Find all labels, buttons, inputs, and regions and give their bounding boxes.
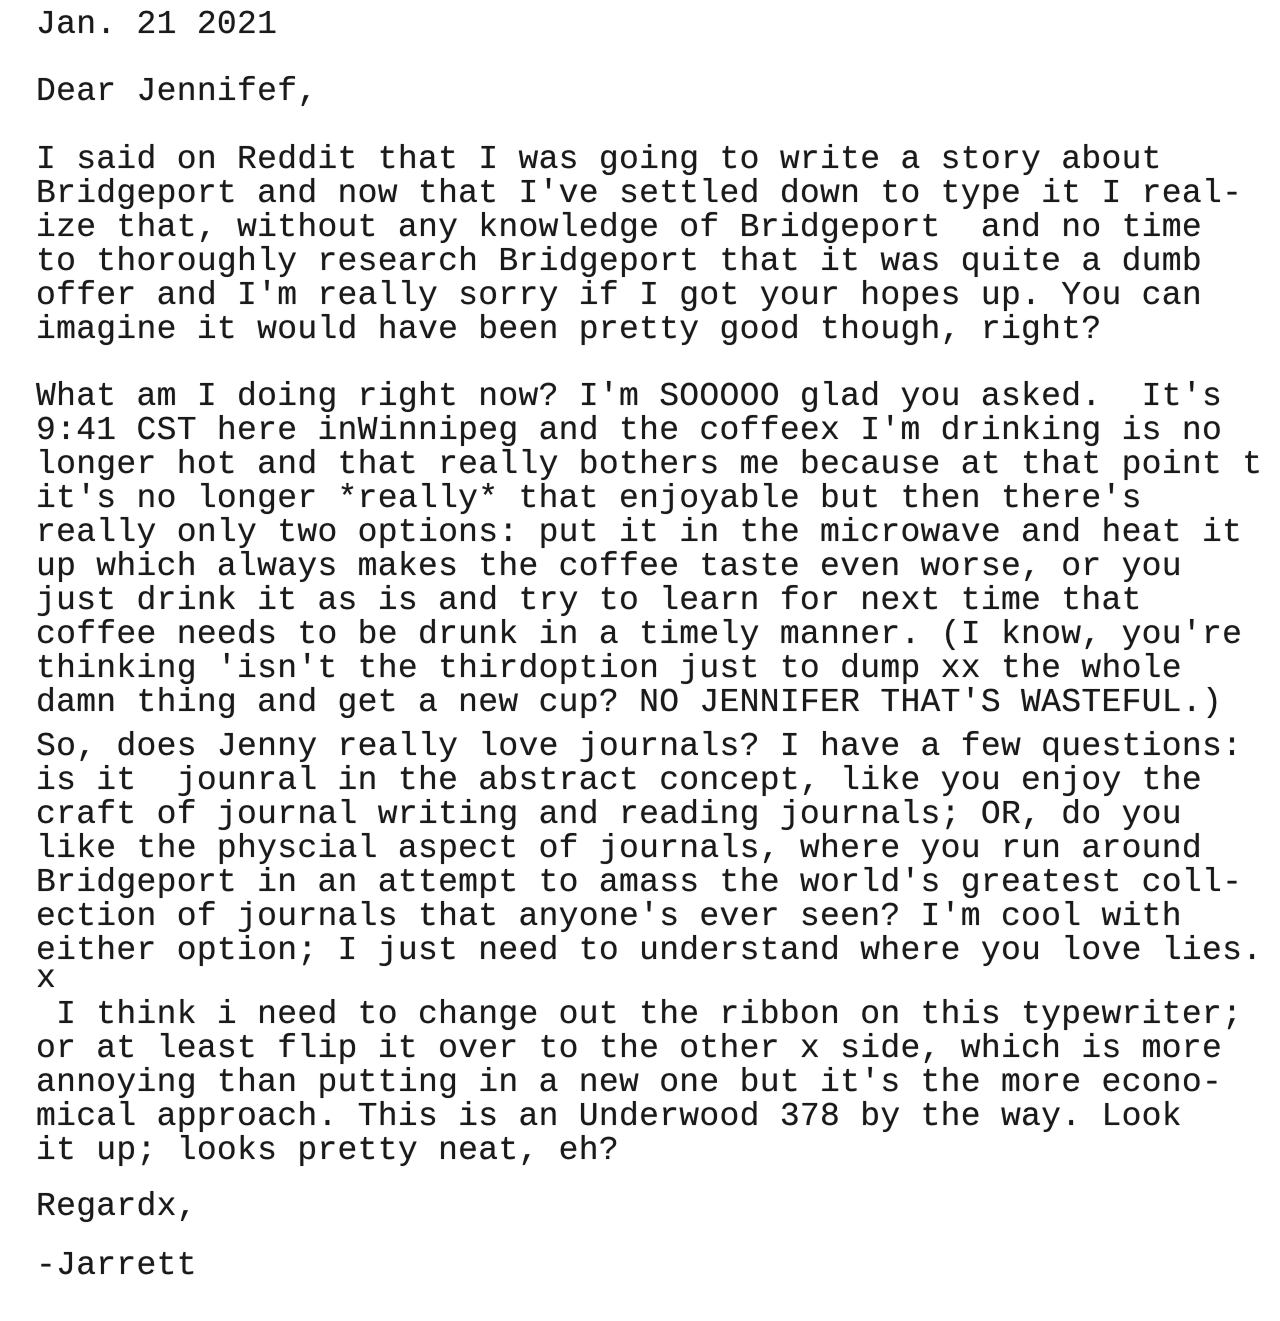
- text-line: x: [36, 960, 57, 997]
- text-line: I said on Reddit that I was going to write a story about: [36, 141, 1162, 178]
- text-line: mical approach. This is an Underwood 378 by the way. Look: [36, 1098, 1182, 1135]
- text-line: or at least flip it over to the other x side, which is more: [36, 1030, 1223, 1067]
- text-line: I think i need to change out the ribbon on this typewriter;: [36, 996, 1243, 1033]
- letter-salutation: Dear Jennifef,: [36, 73, 318, 110]
- text-line: What am I doing right now? I'm SOOOOO glad you asked. It's: [36, 378, 1223, 415]
- text-line: 9:41 CST here inWinnipeg and the coffeex I'm drinking is no: [36, 412, 1223, 449]
- text-line: damn thing and get a new cup? NO JENNIFER THAT'S WASTEFUL.): [36, 684, 1223, 721]
- text-line: ection of journals that anyone's ever seen? I'm cool with: [36, 898, 1182, 935]
- text-line: like the physcial aspect of journals, where you run around: [36, 830, 1202, 867]
- text-line: offer and I'm really sorry if I got your hopes up. You can: [36, 277, 1202, 314]
- text-line: Bridgeport and now that I've settled down to type it I real-: [36, 175, 1243, 212]
- text-line: imagine it would have been pretty good though, right?: [36, 311, 1102, 348]
- text-line: is it jounral in the abstract concept, like you enjoy the: [36, 762, 1202, 799]
- letter-signature: -Jarrett: [36, 1247, 197, 1284]
- text-line: ize that, without any knowledge of Bridgeport and no time: [36, 209, 1202, 246]
- text-line: thinking 'isn't the thirdoption just to dump xx the whole: [36, 650, 1182, 687]
- text-line: craft of journal writing and reading journals; OR, do you: [36, 796, 1182, 833]
- text-line: just drink it as is and try to learn for next time that: [36, 582, 1142, 619]
- text-line: either option; I just need to understand where you love lies.: [36, 932, 1263, 969]
- text-line: longer hot and that really bothers me because at that point t: [36, 446, 1263, 483]
- text-line: So, does Jenny really love journals? I have a few questions:: [36, 728, 1243, 765]
- text-line: coffee needs to be drunk in a timely manner. (I know, you're: [36, 616, 1243, 653]
- text-line: Bridgeport in an attempt to amass the world's greatest coll-: [36, 864, 1243, 901]
- text-line: it's no longer *really* that enjoyable but then there's: [36, 480, 1142, 517]
- text-line: up which always makes the coffee taste even worse, or you: [36, 548, 1182, 585]
- text-line: to thoroughly research Bridgeport that it was quite a dumb: [36, 243, 1202, 280]
- letter-date: Jan. 21 2021: [36, 6, 278, 43]
- text-line: annoying than putting in a new one but it's the more econo-: [36, 1064, 1223, 1101]
- text-line: it up; looks pretty neat, eh?: [36, 1132, 619, 1169]
- letter-closing: Regardx,: [36, 1188, 197, 1225]
- text-line: really only two options: put it in the microwave and heat it: [36, 514, 1243, 551]
